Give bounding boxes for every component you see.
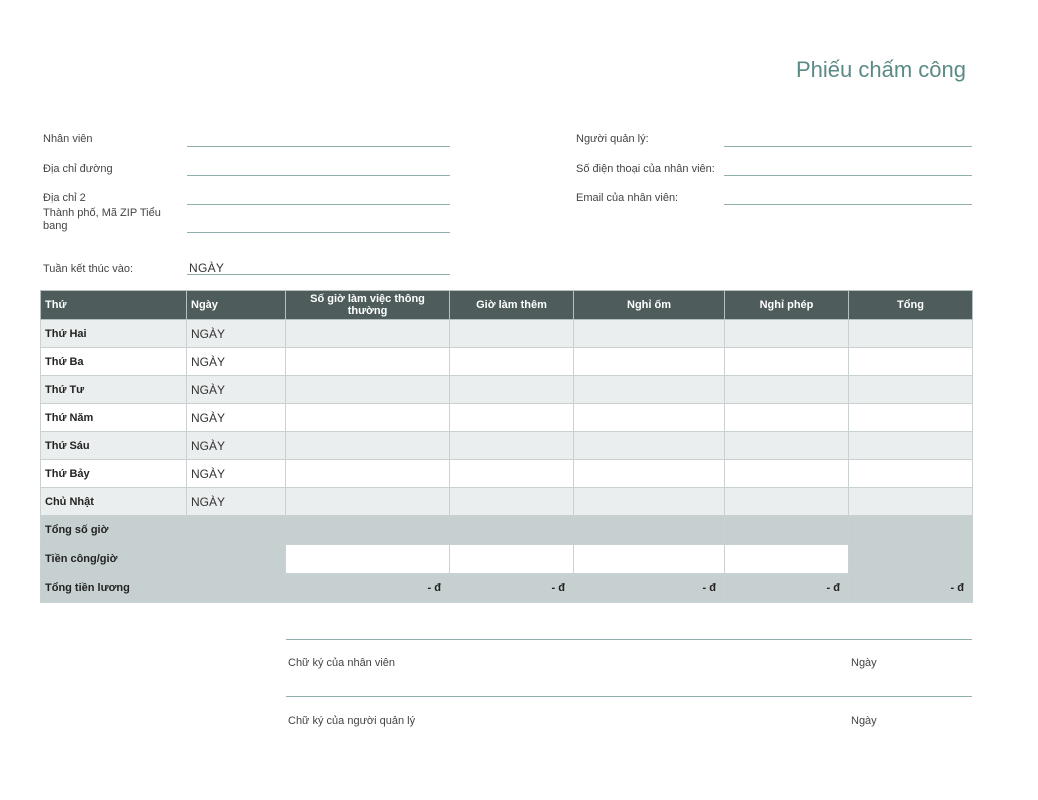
day-cell: Thứ Sáu xyxy=(41,432,187,460)
city-label: Thành phố, Mã ZIP Tiểu bang xyxy=(43,207,161,232)
total-cell xyxy=(849,348,973,376)
date-cell[interactable]: NGÀY xyxy=(187,488,286,516)
total-vacation-cell xyxy=(725,516,849,545)
date-cell[interactable]: NGÀY xyxy=(187,376,286,404)
regular-hours-cell[interactable] xyxy=(286,320,450,348)
total-cell xyxy=(849,460,973,488)
total-hours-label: Tổng số giờ xyxy=(41,516,286,545)
employee-field[interactable] xyxy=(187,146,450,147)
total-hours-row xyxy=(41,516,973,545)
day-cell: Thứ Bảy xyxy=(41,460,187,488)
vacation-cell[interactable] xyxy=(725,488,849,516)
employee-signature-date-label: Ngày xyxy=(851,657,877,669)
day-cell: Thứ Hai xyxy=(41,320,187,348)
day-cell: Chủ Nhật xyxy=(41,488,187,516)
day-cell: Thứ Tư xyxy=(41,376,187,404)
manager-signature-date-label: Ngày xyxy=(851,715,877,727)
pay-overtime-cell: - đ xyxy=(450,574,574,603)
manager-field[interactable] xyxy=(724,146,972,147)
city-field[interactable] xyxy=(187,232,450,233)
employee-signature-line[interactable] xyxy=(286,639,972,640)
table-row xyxy=(41,404,973,432)
sick-cell[interactable] xyxy=(574,432,725,460)
page-title: Phiếu chấm công xyxy=(796,57,966,82)
col-header-day: Thứ xyxy=(41,291,187,320)
col-header-regular-hours: Số giờ làm việc thông thường xyxy=(286,291,450,320)
regular-hours-cell[interactable] xyxy=(286,460,450,488)
date-cell[interactable]: NGÀY xyxy=(187,404,286,432)
regular-hours-cell[interactable] xyxy=(286,404,450,432)
overtime-cell[interactable] xyxy=(450,488,574,516)
week-value: NGÀY xyxy=(189,261,225,275)
rate-sick-cell[interactable] xyxy=(574,545,725,574)
sick-cell[interactable] xyxy=(574,348,725,376)
regular-hours-cell[interactable] xyxy=(286,376,450,404)
total-overtime-cell xyxy=(450,516,574,545)
overtime-cell[interactable] xyxy=(450,320,574,348)
vacation-cell[interactable] xyxy=(725,376,849,404)
sick-cell[interactable] xyxy=(574,488,725,516)
rate-label: Tiền công/giờ xyxy=(41,545,286,574)
address2-label: Địa chỉ 2 xyxy=(43,192,86,204)
vacation-cell[interactable] xyxy=(725,404,849,432)
col-header-date: Ngày xyxy=(187,291,286,320)
regular-hours-cell[interactable] xyxy=(286,432,450,460)
rate-vacation-cell[interactable] xyxy=(725,545,849,574)
regular-hours-cell[interactable] xyxy=(286,488,450,516)
week-label: Tuần kết thúc vào: xyxy=(43,263,134,275)
table-header-row xyxy=(41,291,973,320)
total-cell xyxy=(849,432,973,460)
date-cell[interactable]: NGÀY xyxy=(187,320,286,348)
manager-label: Người quản lý: xyxy=(576,133,649,145)
sick-cell[interactable] xyxy=(574,404,725,432)
sick-cell[interactable] xyxy=(574,376,725,404)
sick-cell[interactable] xyxy=(574,320,725,348)
pay-sick-cell: - đ xyxy=(574,574,725,603)
email-label: Email của nhân viên: xyxy=(576,192,679,204)
overtime-cell[interactable] xyxy=(450,432,574,460)
date-cell[interactable]: NGÀY xyxy=(187,432,286,460)
table-row xyxy=(41,320,973,348)
col-header-overtime: Giờ làm thêm xyxy=(450,291,574,320)
overtime-cell[interactable] xyxy=(450,460,574,488)
table-row xyxy=(41,460,973,488)
regular-hours-cell[interactable] xyxy=(286,348,450,376)
vacation-cell[interactable] xyxy=(725,460,849,488)
pay-vacation-cell: - đ xyxy=(725,574,849,603)
vacation-cell[interactable] xyxy=(725,432,849,460)
timesheet-table xyxy=(40,290,973,603)
phone-label: Số điện thoại của nhân viên: xyxy=(576,163,715,175)
col-header-sick: Nghỉ ốm xyxy=(574,291,725,320)
total-cell xyxy=(849,488,973,516)
overtime-cell[interactable] xyxy=(450,348,574,376)
col-header-total: Tổng xyxy=(849,291,973,320)
date-cell[interactable]: NGÀY xyxy=(187,348,286,376)
sick-cell[interactable] xyxy=(574,460,725,488)
rate-overtime-cell[interactable] xyxy=(450,545,574,574)
employee-signature-label: Chữ ký của nhân viên xyxy=(288,657,396,669)
day-cell: Thứ Năm xyxy=(41,404,187,432)
total-total-cell xyxy=(849,516,973,545)
rate-row xyxy=(41,545,973,574)
table-row xyxy=(41,488,973,516)
week-field[interactable] xyxy=(187,274,450,275)
total-cell xyxy=(849,404,973,432)
rate-regular-cell[interactable] xyxy=(286,545,450,574)
email-field[interactable] xyxy=(724,204,972,205)
total-pay-row xyxy=(41,574,973,603)
address2-field[interactable] xyxy=(187,204,450,205)
street-field[interactable] xyxy=(187,175,450,176)
date-cell[interactable]: NGÀY xyxy=(187,460,286,488)
overtime-cell[interactable] xyxy=(450,404,574,432)
total-sick-cell xyxy=(574,516,725,545)
employee-label: Nhân viên xyxy=(43,133,93,145)
street-label: Địa chỉ đường xyxy=(43,163,113,175)
manager-signature-line[interactable] xyxy=(286,696,972,697)
col-header-vacation: Nghỉ phép xyxy=(725,291,849,320)
total-cell xyxy=(849,320,973,348)
vacation-cell[interactable] xyxy=(725,348,849,376)
rate-total-cell xyxy=(849,545,973,574)
total-regular-cell xyxy=(286,516,450,545)
manager-signature-label: Chữ ký của người quản lý xyxy=(288,715,416,727)
table-row xyxy=(41,432,973,460)
overtime-cell[interactable] xyxy=(450,376,574,404)
total-pay-label: Tổng tiền lương xyxy=(41,574,286,603)
pay-regular-cell: - đ xyxy=(286,574,450,603)
total-cell xyxy=(849,376,973,404)
vacation-cell[interactable] xyxy=(725,320,849,348)
table-row xyxy=(41,376,973,404)
table-row xyxy=(41,348,973,376)
day-cell: Thứ Ba xyxy=(41,348,187,376)
phone-field[interactable] xyxy=(724,175,972,176)
pay-total-cell: - đ xyxy=(849,574,973,603)
